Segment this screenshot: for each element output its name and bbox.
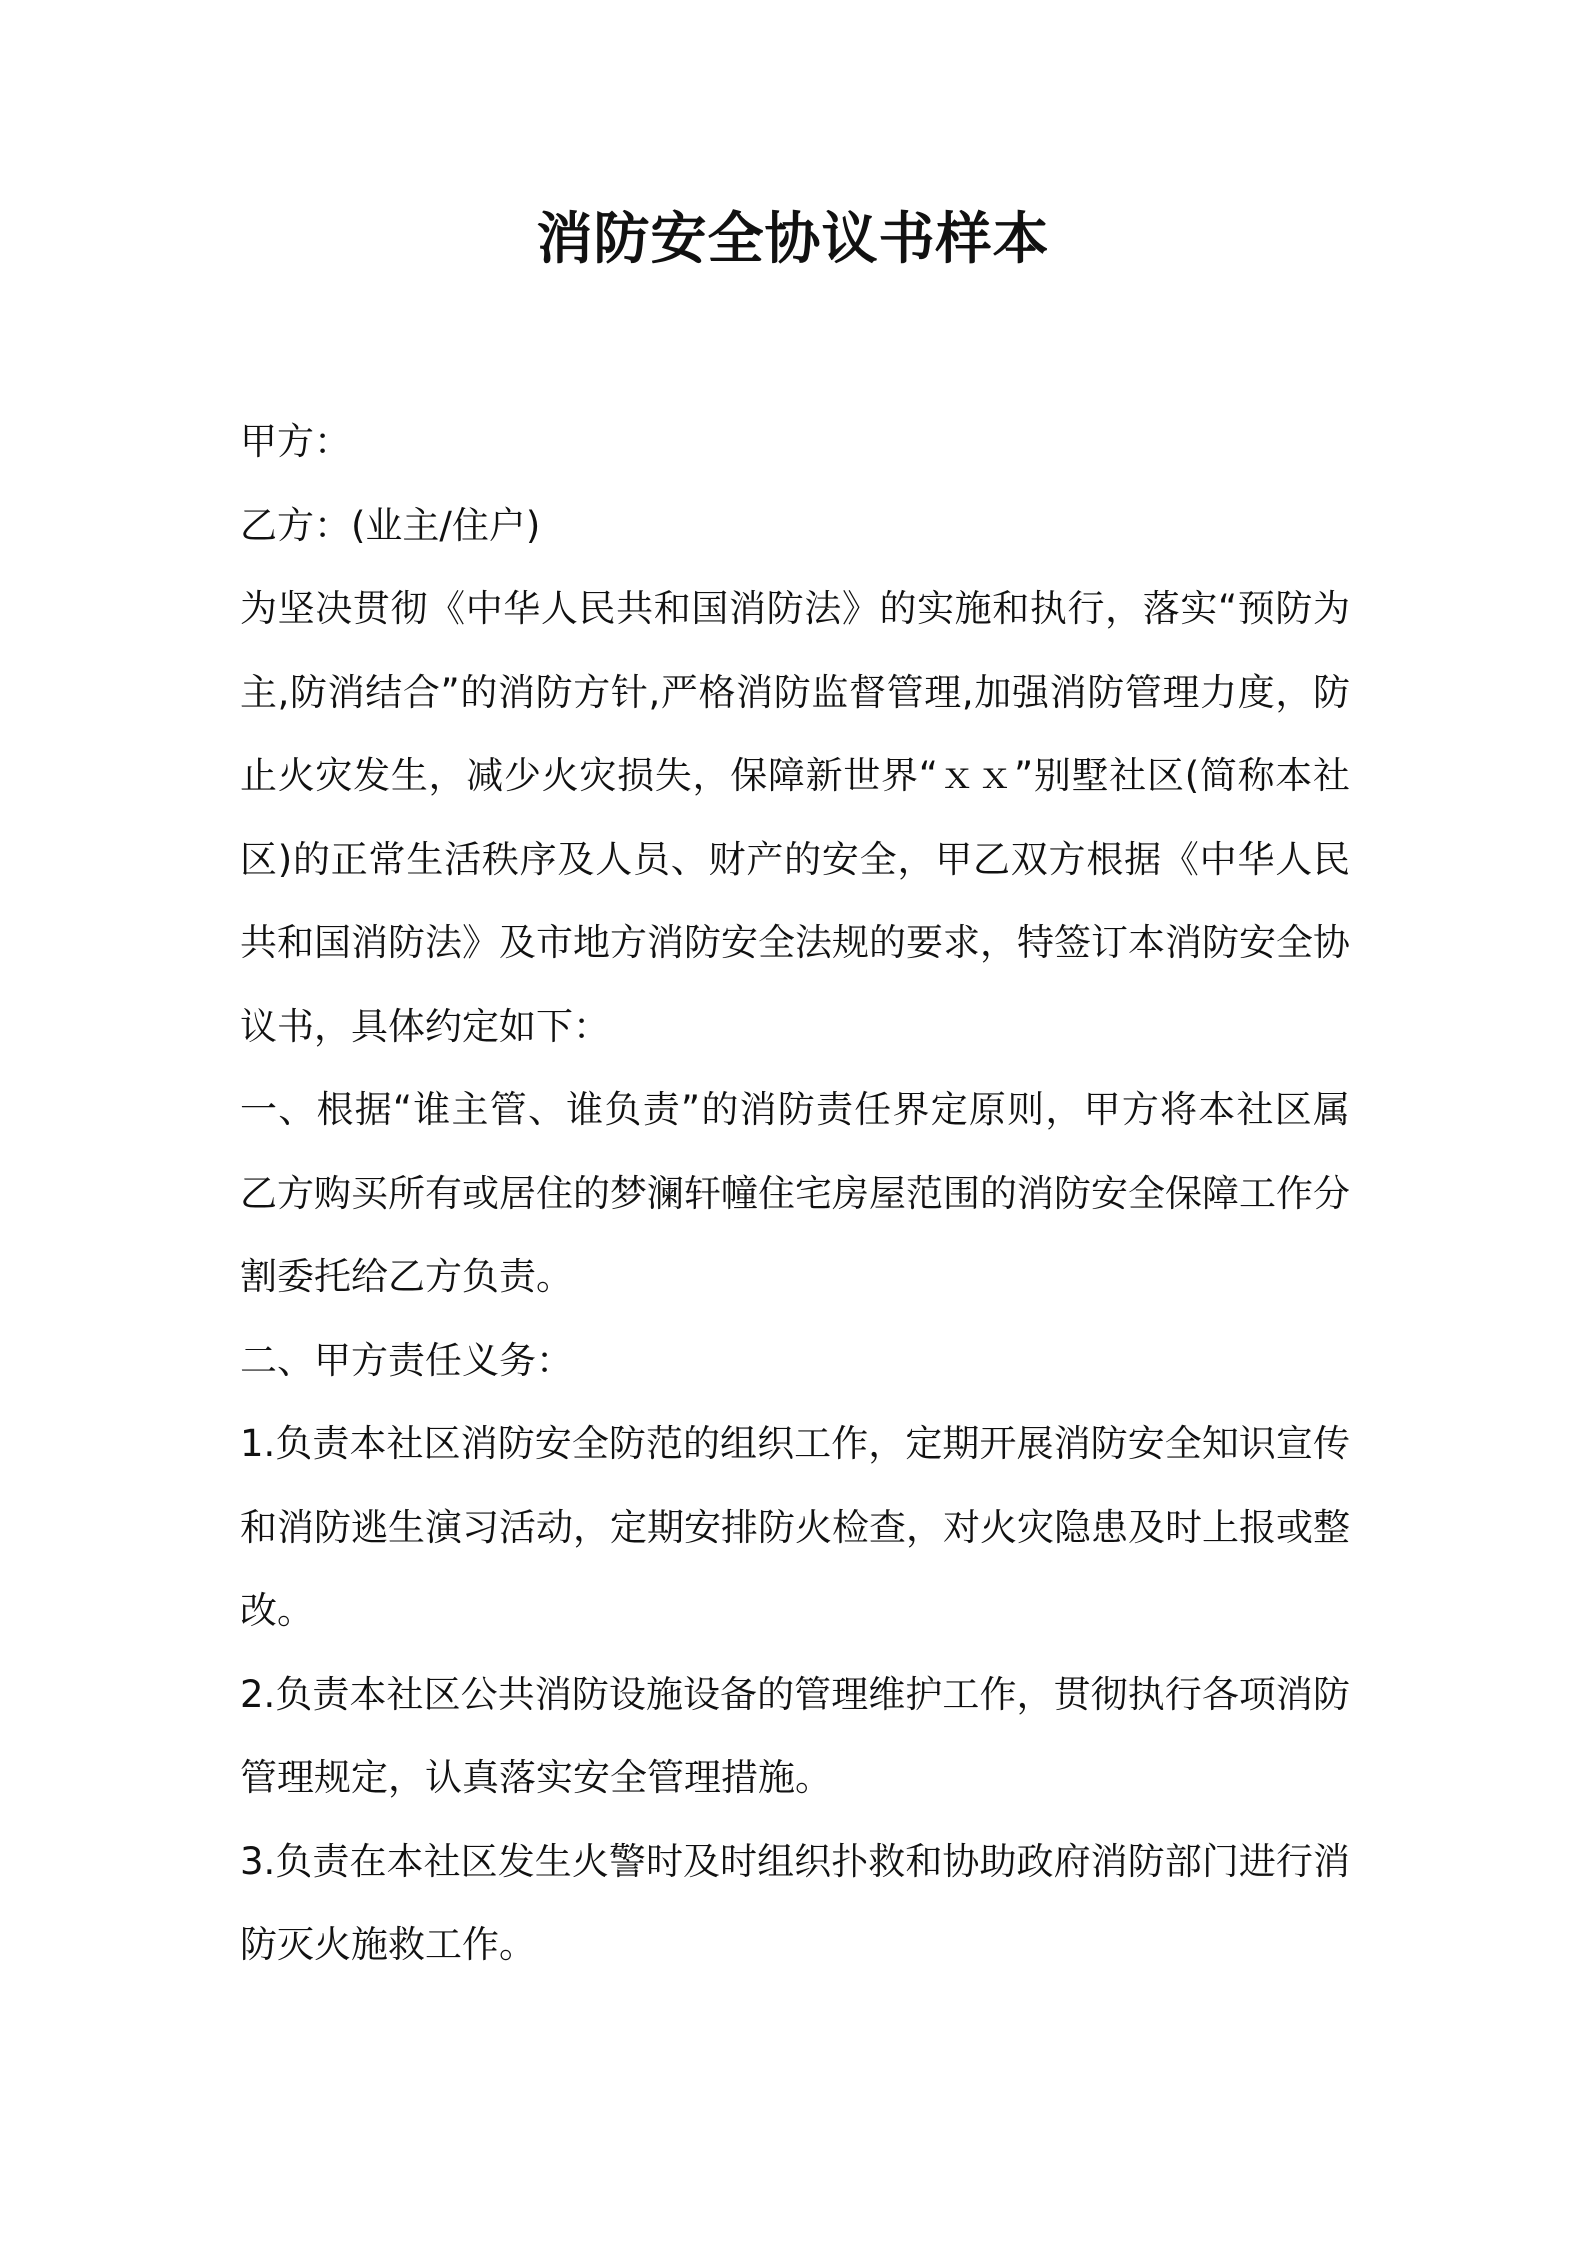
- party-b-line: 乙方：(业主/住户): [240, 503, 541, 547]
- clause-two-item-3: 3.负责在本社区发生火警时及时组织扑救和协助政府消防部门进行消防灭火施救工作。: [240, 1839, 1350, 1966]
- clause-one-paragraph: 一、根据“谁主管、谁负责”的消防责任界定原则，甲方将本社区属乙方购买所有或居住的梦澜轩幢住宅房屋范围的消防安全保障工作分割委托给乙方负责。: [240, 1088, 1350, 1298]
- preamble-paragraph: 为坚决贯彻《中华人民共和国消防法》的实施和执行，落实“预防为主,防消结合”的消防方针,严格消防监督管理,加强消防管理力度，防止火灾发生，减少火灾损失，保障新世界“ｘｘ”别墅社区(简称本社区)的正常生活秩序及人员、财产的安全，甲乙双方根据《中华人民共和国消防法》及市地方消防安全法规的要求，特签订本消防安全协议书，具体约定如下：: [240, 587, 1350, 1048]
- clause-two-item-2: 2.负责本社区公共消防设施设备的管理维护工作，贯彻执行各项消防管理规定，认真落实安全管理措施。: [240, 1672, 1350, 1799]
- clause-two-heading: 二、甲方责任义务：: [240, 1338, 573, 1382]
- document-title: 消防安全协议书样本: [536, 207, 1050, 272]
- party-a-line: 甲方：: [240, 420, 351, 463]
- clause-two-item-1: 1.负责本社区消防安全防范的组织工作，定期开展消防安全知识宣传和消防逃生演习活动，定期安排防火检查，对火灾隐患及时上报或整改。: [240, 1422, 1350, 1632]
- document-body: [240, 400, 1350, 1987]
